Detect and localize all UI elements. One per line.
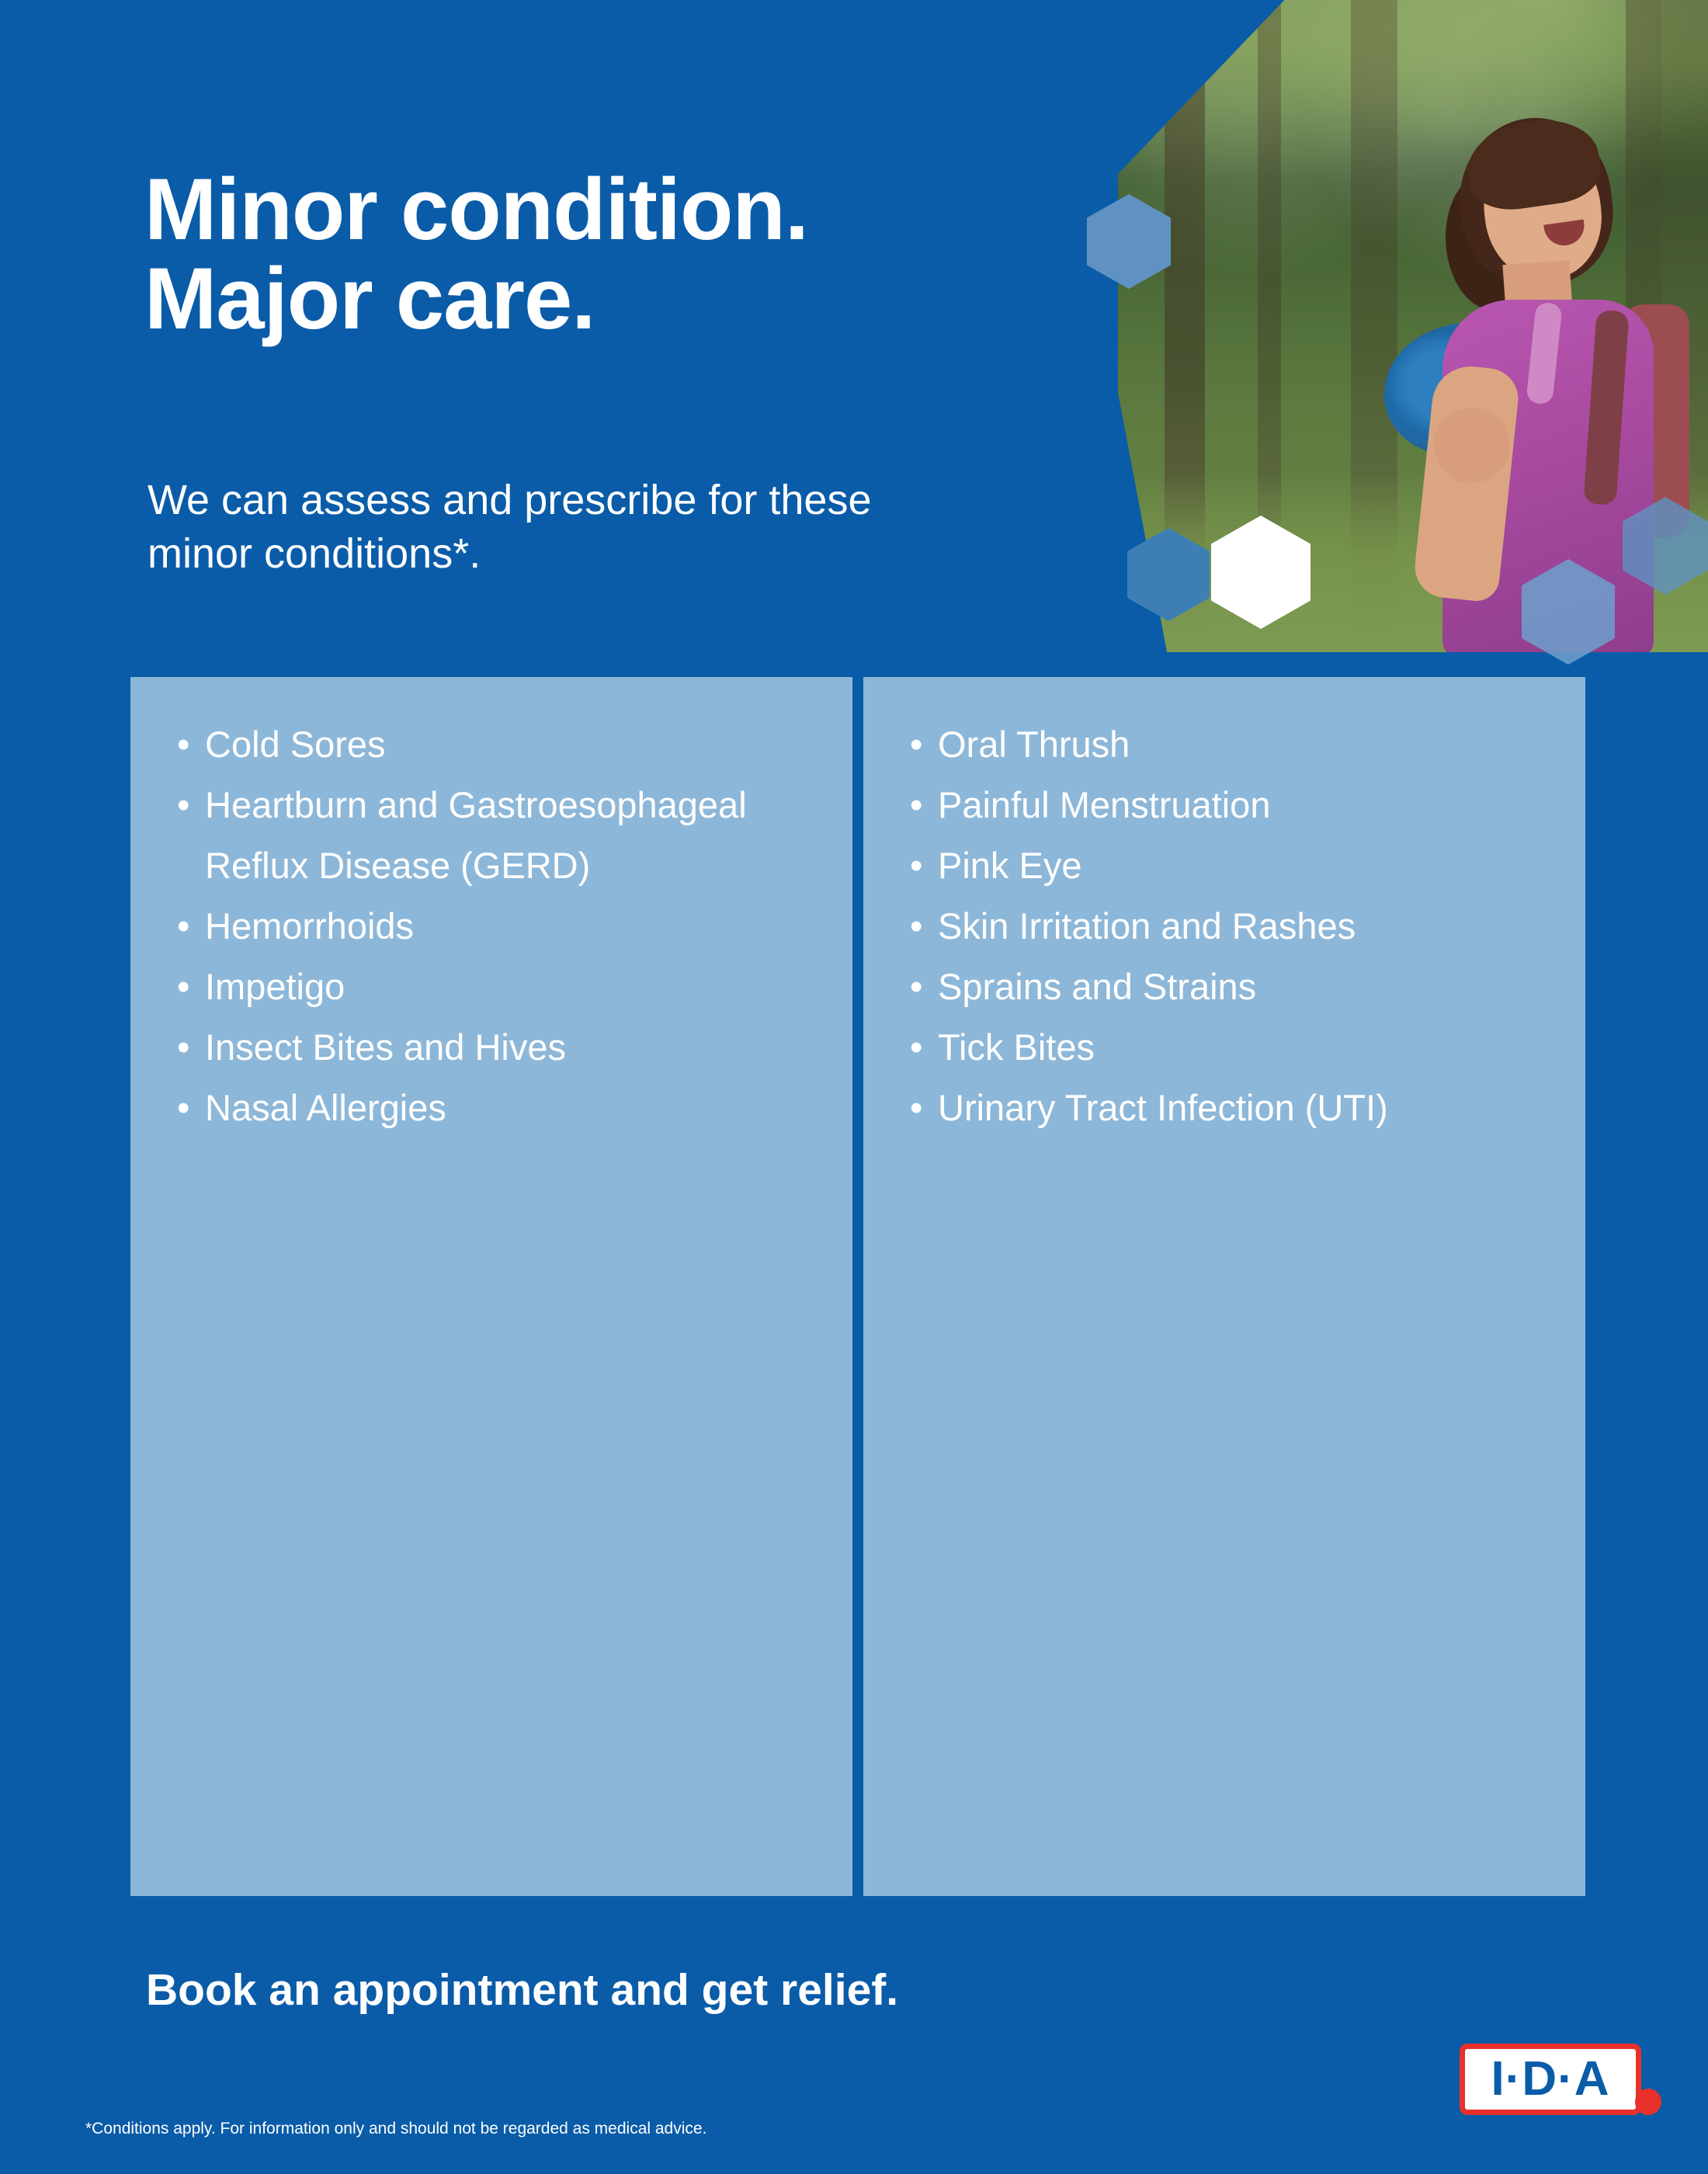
- subheading-line-2: minor conditions*.: [148, 530, 481, 578]
- subheading: [148, 474, 1040, 581]
- logo-accent-dot-icon: [1635, 2089, 1661, 2115]
- list-item: • Cold Sores: [172, 714, 817, 775]
- page-title: [144, 161, 1092, 348]
- list-item: • Painful Menstruation: [905, 775, 1550, 835]
- list-item: • Pink Eye: [905, 835, 1550, 896]
- call-to-action: Book an appointment and get relief.: [146, 1965, 899, 2015]
- list-item: • Skin Irritation and Rashes: [905, 896, 1550, 957]
- headline-line-2: Major care.: [144, 250, 595, 348]
- list-item: • Heartburn and Gastroesophageal Reflux Disease (GERD): [172, 775, 817, 896]
- headline-line-1: Minor condition.: [144, 161, 808, 258]
- list-item: • Tick Bites: [905, 1017, 1550, 1078]
- list-item: • Oral Thrush: [905, 714, 1550, 775]
- ida-logo: [1460, 2044, 1641, 2115]
- conditions-list-left: [130, 714, 852, 1138]
- list-item: • Nasal Allergies: [172, 1078, 817, 1138]
- list-item: • Sprains and Strains: [905, 957, 1550, 1017]
- list-item: • Hemorrhoids: [172, 896, 817, 957]
- subheading-line-1: We can assess and prescribe for these: [148, 477, 872, 523]
- logo-text: I·D·A: [1491, 2052, 1610, 2106]
- disclaimer-text: *Conditions apply. For information only and should not be regarded as medical advice.: [85, 2120, 707, 2138]
- conditions-panel-right: [863, 677, 1585, 1896]
- list-item: • Urinary Tract Infection (UTI): [905, 1078, 1550, 1138]
- list-item: • Impetigo: [172, 957, 817, 1017]
- conditions-list-right: [863, 714, 1585, 1138]
- conditions-panel-left: [130, 677, 852, 1896]
- list-item: • Insect Bites and Hives: [172, 1017, 817, 1078]
